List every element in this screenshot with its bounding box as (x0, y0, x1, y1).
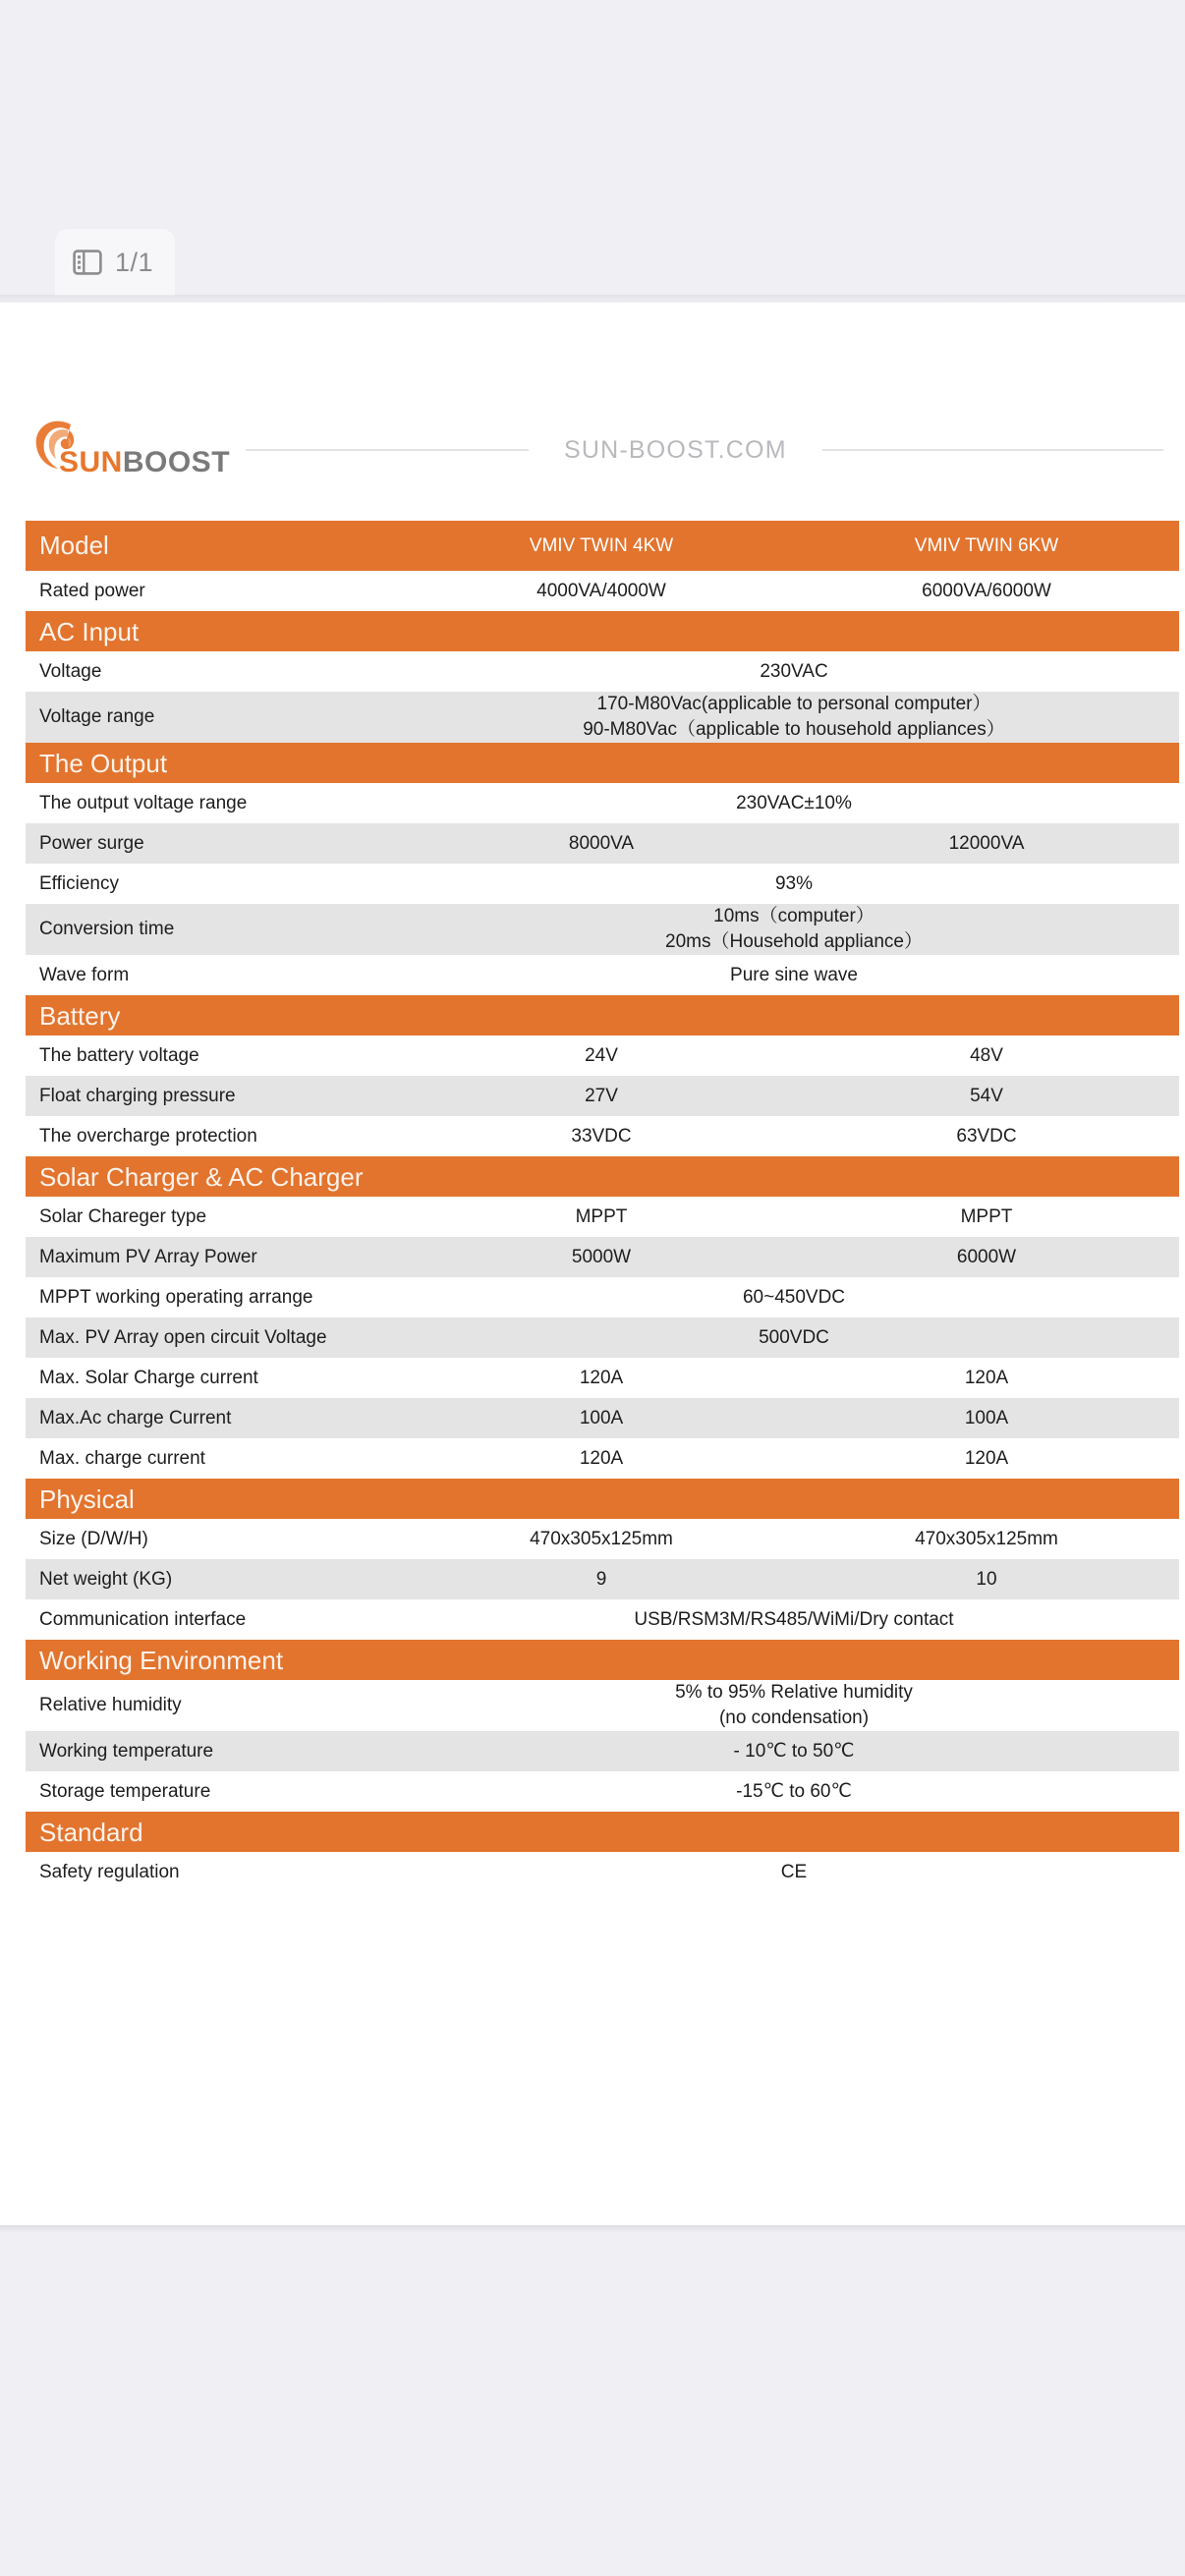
row-label: Power surge (39, 832, 144, 854)
table-row (26, 1237, 1179, 1277)
section-title: Solar Charger & AC Charger (39, 1161, 364, 1192)
row-label: Max. Solar Charge current (39, 1367, 258, 1388)
row-label: Voltage range (39, 706, 155, 727)
section-title: Working Environment (39, 1645, 284, 1675)
header-rule-right (822, 449, 1163, 451)
header-rule-left (246, 449, 529, 451)
table-row (26, 1680, 1179, 1731)
row-value-col1: MPPT (575, 1205, 628, 1227)
row-label: Communication interface (39, 1608, 247, 1630)
row-value-col2: 48V (970, 1044, 1003, 1066)
table-row (26, 651, 1179, 692)
brand-logo-sun: SUN (59, 446, 123, 478)
row-label: Storage temperature (39, 1780, 211, 1802)
row-value-col1: 8000VA (568, 832, 635, 854)
table-row (26, 1036, 1179, 1076)
section-title: The Output (39, 748, 168, 778)
table-row (26, 692, 1179, 743)
row-label: The battery voltage (39, 1044, 199, 1066)
brand-header (0, 411, 1185, 489)
row-label: Wave form (39, 964, 130, 985)
brand-logo-boost: BOOST (122, 446, 231, 478)
row-value-col2: 470x305x125mm (915, 1528, 1058, 1549)
row-value-col1: 4000VA/4000W (536, 580, 666, 601)
row-label: The output voltage range (39, 792, 248, 813)
section-title: Physical (39, 1484, 135, 1514)
row-value-col2: 6000VA/6000W (922, 580, 1051, 601)
row-label: Working temperature (39, 1740, 214, 1762)
table-row (26, 1277, 1179, 1317)
table-section-header (26, 1812, 1179, 1852)
table-row (26, 1731, 1179, 1771)
table-row (26, 1599, 1179, 1640)
row-value-span: -15℃ to 60℃ (736, 1780, 852, 1802)
row-value-col2: MPPT (960, 1205, 1013, 1227)
table-section-header (26, 743, 1179, 783)
header-column-1: VMIV TWIN 4KW (529, 534, 674, 556)
row-label: Efficiency (39, 872, 119, 894)
table-section-header (26, 611, 1179, 651)
table-section-header (26, 1156, 1179, 1197)
row-value-col1: 27V (585, 1085, 618, 1106)
document-page (0, 303, 1185, 2225)
row-value-col1: 100A (579, 1407, 624, 1428)
table-row (26, 1197, 1179, 1237)
page-indicator-chip[interactable] (55, 229, 175, 296)
table-row (26, 904, 1179, 955)
row-value-col1: 33VDC (571, 1125, 632, 1147)
table-row (26, 955, 1179, 995)
row-value-col1: 9 (595, 1568, 607, 1590)
row-value-span: 230VAC±10% (736, 792, 852, 813)
row-label: Conversion time (39, 919, 175, 939)
row-label: The overcharge protection (39, 1125, 257, 1147)
row-value-col1: 470x305x125mm (530, 1528, 673, 1549)
row-label: Float charging pressure (39, 1085, 236, 1106)
brand-logo (29, 415, 234, 485)
row-value-col2: 120A (964, 1367, 1009, 1388)
row-label: Voltage (39, 660, 102, 682)
page-bottom-shadow (0, 2225, 1185, 2233)
section-title: Battery (39, 1000, 121, 1031)
table-row (26, 1852, 1179, 1892)
row-label: Maximum PV Array Power (39, 1246, 257, 1267)
table-row (26, 1438, 1179, 1479)
table-row (26, 1116, 1179, 1156)
section-title: Standard (39, 1817, 143, 1847)
row-label: Relative humidity (39, 1695, 182, 1715)
row-value-col2: 63VDC (956, 1125, 1017, 1147)
row-label: Size (D/W/H) (39, 1528, 148, 1549)
row-label: Safety regulation (39, 1861, 180, 1882)
table-row (26, 1358, 1179, 1398)
site-url: SUN-BOOST.COM (564, 435, 787, 464)
table-row (26, 1559, 1179, 1599)
row-value-span: 60~450VDC (742, 1286, 846, 1308)
row-value-col1: 5000W (571, 1246, 632, 1267)
table-row (26, 1519, 1179, 1559)
viewer-toolbar (0, 0, 1185, 322)
table-row (26, 783, 1179, 823)
row-value-span: 5% to 95% Relative humidity (no condensation) (675, 1682, 913, 1728)
header-column-2: VMIV TWIN 6KW (914, 534, 1059, 556)
row-value-col2: 10 (976, 1568, 997, 1590)
table-section-header (26, 1479, 1179, 1519)
row-value-col1: 24V (585, 1044, 618, 1066)
row-value-span: CE (780, 1861, 808, 1882)
row-label: Net weight (KG) (39, 1568, 173, 1590)
page-indicator-label: 1/1 (115, 247, 154, 277)
row-label: MPPT working operating arrange (39, 1286, 313, 1308)
table-section-header (26, 1640, 1179, 1680)
row-value-span: 230VAC (760, 660, 828, 682)
table-section-header (26, 995, 1179, 1036)
thumbnail-panel-icon[interactable] (73, 250, 102, 275)
row-value-col1: 120A (579, 1447, 624, 1469)
table-row (26, 571, 1179, 611)
section-title: AC Input (39, 616, 140, 646)
table-row (26, 1771, 1179, 1812)
row-label: Max. charge current (39, 1447, 205, 1469)
row-label: Solar Chareger type (39, 1205, 207, 1227)
table-header-row (26, 521, 1179, 571)
row-value-col1: 120A (579, 1367, 624, 1388)
table-row (26, 823, 1179, 864)
row-value-col2: 120A (964, 1447, 1009, 1469)
row-value-span: 10ms（computer） 20ms（Household appliance） (665, 906, 923, 952)
table-row (26, 1398, 1179, 1438)
row-value-span: USB/RSM3M/RS485/WiMi/Dry contact (634, 1608, 954, 1630)
row-value-span: - 10℃ to 50℃ (733, 1740, 855, 1762)
row-value-span: 170-M80Vac(applicable to personal computer） 90-M80Vac（applicable to household appliances） (583, 694, 1005, 740)
row-value-col2: 12000VA (948, 832, 1025, 854)
row-value-span: 500VDC (759, 1326, 829, 1348)
table-body (26, 571, 1179, 1892)
row-value-span: 93% (774, 872, 814, 894)
table-row (26, 1317, 1179, 1358)
brand-logo-text (59, 448, 230, 477)
row-value-col2: 54V (970, 1085, 1003, 1106)
row-label: Max. PV Array open circuit Voltage (39, 1326, 327, 1348)
table-row (26, 1076, 1179, 1116)
specification-table (26, 521, 1179, 1892)
row-value-span: Pure sine wave (730, 964, 858, 985)
row-label: Rated power (39, 580, 145, 601)
row-label: Max.Ac charge Current (39, 1407, 232, 1428)
table-row (26, 864, 1179, 904)
header-model-label: Model (39, 531, 109, 560)
row-value-col2: 6000W (956, 1246, 1017, 1267)
row-value-col2: 100A (964, 1407, 1009, 1428)
